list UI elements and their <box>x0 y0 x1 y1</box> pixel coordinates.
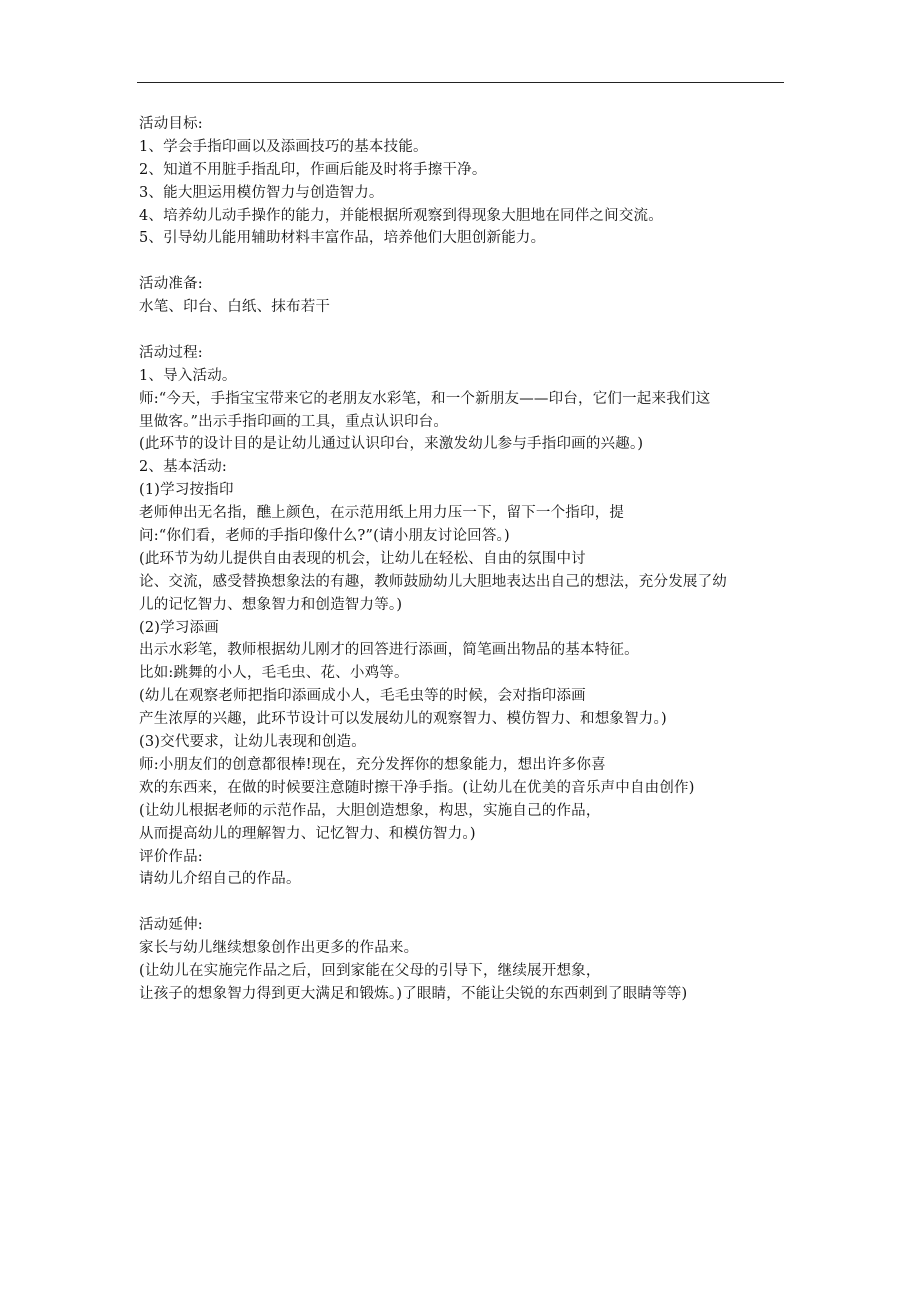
section-heading-preparation: 活动准备: <box>139 276 203 293</box>
process-line: 问:“你们看，老师的手指印像什么?”(请小朋友讨论回答。) <box>139 528 510 545</box>
process-line: 评价作品: <box>139 848 203 865</box>
goal-line: 5、引导幼儿能用辅助材料丰富作品，培养他们大胆创新能力。 <box>139 230 546 247</box>
goal-line: 1、学会手指印画以及添画技巧的基本技能。 <box>139 138 428 155</box>
process-line: (1)学习按指印 <box>139 482 234 499</box>
extension-line: (让幼儿在实施完作品之后，回到家能在父母的引导下，继续展开想象， <box>139 962 601 979</box>
section-heading-extension: 活动延伸: <box>139 917 203 934</box>
goal-line: 4、培养幼儿动手操作的能力，并能根据所观察到得现象大胆地在同伴之间交流。 <box>139 207 663 224</box>
process-line: 1、导入活动。 <box>139 367 237 384</box>
process-line: 儿的记忆智力、想象智力和创造智力等。) <box>139 596 403 613</box>
extension-line: 家长与幼儿继续想象创作出更多的作品来。 <box>139 940 419 957</box>
process-line: (2)学习添画 <box>139 619 219 636</box>
process-line: 欢的东西来，在做的时候要注意随时擦干净手指。(让幼儿在优美的音乐声中自由创作) <box>139 779 695 796</box>
section-gap <box>139 891 799 914</box>
section-heading-process: 活动过程: <box>139 344 203 361</box>
process-line: (幼儿在观察老师把指印添画成小人，毛毛虫等的时候，会对指印添画 <box>139 688 586 705</box>
header-rule <box>137 82 784 83</box>
document-body <box>139 113 799 1006</box>
process-line: (3)交代要求，让幼儿表现和创造。 <box>139 734 366 751</box>
preparation-line: 水笔、印台、白纸、抹布若干 <box>139 299 331 316</box>
process-line: 师:小朋友们的创意都很棒!现在，充分发挥你的想象能力，想出许多你喜 <box>139 756 606 773</box>
process-line: 2、基本活动: <box>139 459 228 476</box>
process-line: (此环节为幼儿提供自由表现的机会，让幼儿在轻松、自由的氛围中讨 <box>139 550 586 567</box>
process-line: 请幼儿介绍自己的作品。 <box>139 871 301 888</box>
process-line: 论、交流，感受替换想象法的有趣，教师鼓励幼儿大胆地表达出自己的想法，充分发展了幼 <box>139 573 727 590</box>
process-line: 老师伸出无名指，醮上颜色，在示范用纸上用力压一下，留下一个指印，提 <box>139 505 625 522</box>
goal-line: 3、能大胆运用模仿智力与创造智力。 <box>139 184 384 201</box>
process-line: 从而提高幼儿的理解智力、记忆智力、和模仿智力。) <box>139 825 476 842</box>
section-gap <box>139 250 799 273</box>
process-line: 里做客。”出示手指印画的工具，重点认识印台。 <box>139 413 449 430</box>
section-heading-goals: 活动目标: <box>139 116 203 132</box>
process-line: 比如:跳舞的小人，毛毛虫、花、小鸡等。 <box>139 665 409 682</box>
section-preparation <box>139 273 799 319</box>
goal-line: 2、知道不用脏手指乱印，作画后能及时将手擦干净。 <box>139 161 487 178</box>
section-goals <box>139 113 799 250</box>
section-extension <box>139 914 799 1006</box>
extension-line: 让孩子的想象智力得到更大满足和锻炼。)了眼睛，不能让尖锐的东西刺到了眼睛等等) <box>139 985 688 1002</box>
section-gap <box>139 319 799 342</box>
process-line: (让幼儿根据老师的示范作品，大胆创造想象，构思，实施自己的作品， <box>139 802 601 819</box>
section-process <box>139 342 799 891</box>
process-line: 出示水彩笔，教师根据幼儿刚才的回答进行添画，简笔画出物品的基本特征。 <box>139 642 639 659</box>
process-line: 师:“今天，手指宝宝带来它的老朋友水彩笔，和一个新朋友——印台，它们一起来我们这 <box>139 390 711 407</box>
process-line: (此环节的设计目的是让幼儿通过认识印台，来激发幼儿参与手指印画的兴趣。) <box>139 436 644 453</box>
process-line: 产生浓厚的兴趣，此环节设计可以发展幼儿的观察智力、模仿智力、和想象智力。) <box>139 711 667 728</box>
